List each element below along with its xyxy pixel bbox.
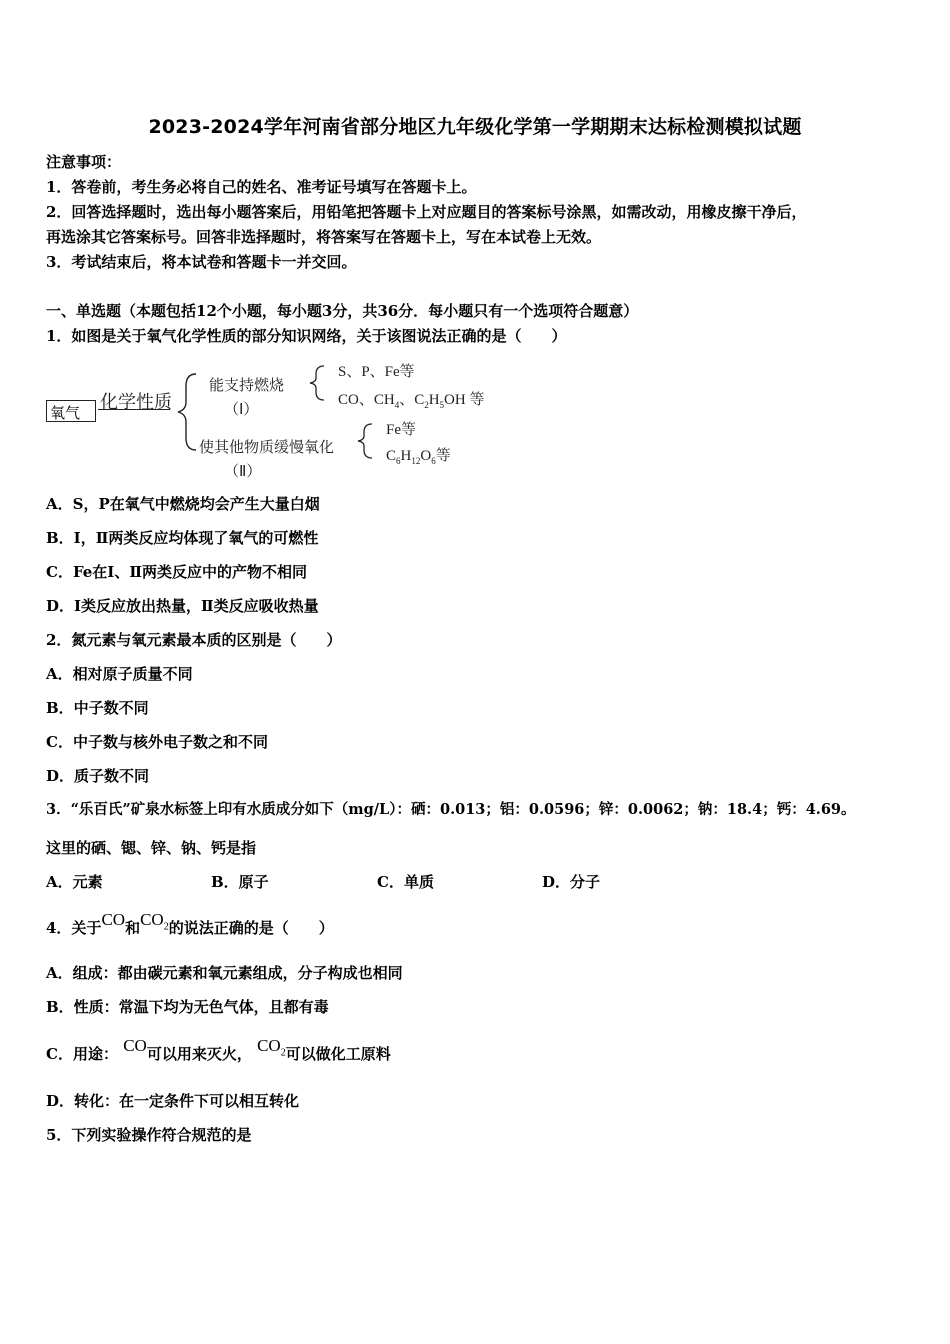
notice-item-2b: 再选涂其它答案标号。回答非选择题时，将答案写在答题卡上，写在本试卷上无效。 xyxy=(46,228,602,246)
q2-option-d: D．质子数不同 xyxy=(46,767,150,785)
oxygen-knowledge-diagram xyxy=(46,352,516,482)
branch1-tag: （Ⅰ） xyxy=(224,400,259,418)
q3-option-a: A．元素 xyxy=(46,873,103,891)
q4-option-c: C．用途： CO可以用来灭火， $CO_2$可以做化工原料 xyxy=(46,1036,391,1063)
branch1-item2: CO、$CH_4$、$C_2H_5OH$ 等 xyxy=(338,392,485,410)
co-formula: CO xyxy=(101,910,126,929)
upper-brace-icon xyxy=(310,366,324,400)
q3-option-c: C．单质 xyxy=(377,873,434,891)
q2-option-c: C．中子数与核外电子数之和不同 xyxy=(46,733,268,751)
main-brace-icon xyxy=(178,374,196,450)
branch2-tag: （Ⅱ） xyxy=(224,462,262,480)
q3-option-b: B．原子 xyxy=(211,873,269,891)
notice-item-1: 1．答卷前，考生务必将自己的姓名、准考证号填写在答题卡上。 xyxy=(46,178,477,196)
q2-stem: 2．氮元素与氧元素最本质的区别是（ ） xyxy=(46,631,342,649)
q3-option-d: D．分子 xyxy=(542,873,601,891)
branch1-label: 能支持燃烧 xyxy=(209,376,285,394)
q1-option-b: B．Ⅰ，Ⅱ两类反应均体现了氧气的可燃性 xyxy=(46,529,319,547)
q4-stem: 4．关于CO和$CO_2$的说法正确的是（ ） xyxy=(46,910,334,937)
chem-props-label: 化学性质 xyxy=(100,392,172,413)
co2-formula: $CO_2$ xyxy=(257,1036,286,1059)
lower-brace-icon xyxy=(358,424,372,458)
q1-option-c: C．Fe在Ⅰ、Ⅱ两类反应中的产物不相同 xyxy=(46,563,307,581)
q4-option-d: D．转化：在一定条件下可以相互转化 xyxy=(46,1092,300,1110)
branch2-item1: Fe等 xyxy=(386,422,417,438)
notice-item-2a: 2．回答选择题时，选出每小题答案后，用铅笔把答题卡上对应题目的答案标号涂黑，如需改动，用橡皮擦干净后， xyxy=(46,203,807,221)
branch1-item1: S、P、Fe等 xyxy=(338,364,415,380)
q4-option-a: A．组成：都由碳元素和氧元素组成，分子构成也相同 xyxy=(46,964,403,982)
page-title: 2023-2024学年河南省部分地区九年级化学第一学期期末达标检测模拟试题 xyxy=(148,116,802,138)
co-formula: CO xyxy=(123,1036,147,1055)
section-heading: 一、单选题（本题包括12个小题，每小题3分，共36分．每小题只有一个选项符合题意） xyxy=(46,302,639,320)
notice-heading: 注意事项： xyxy=(46,153,122,171)
co2-formula: $CO_2$ xyxy=(140,910,169,933)
oxygen-label: 氧气 xyxy=(50,404,81,422)
q1-option-a: A．S，P在氧气中燃烧均会产生大量白烟 xyxy=(46,495,320,513)
notice-item-3: 3．考试结束后，将本试卷和答题卡一并交回。 xyxy=(46,253,357,271)
q1-stem: 1．如图是关于氧气化学性质的部分知识网络，关于该图说法正确的是（ ） xyxy=(46,327,567,345)
branch2-item2: $C_6H_{12}O_6$等 xyxy=(386,448,451,466)
q3-stem-2: 这里的硒、锶、锌、钠、钙是指 xyxy=(46,839,257,857)
branch2-label: 使其他物质缓慢氧化 xyxy=(199,438,335,456)
q1-option-d: D．Ⅰ类反应放出热量，Ⅱ类反应吸收热量 xyxy=(46,597,319,615)
q2-option-b: B．中子数不同 xyxy=(46,699,149,717)
q5-stem: 5．下列实验操作符合规范的是 xyxy=(46,1126,252,1144)
q4-option-b: B．性质：常温下均为无色气体，且都有毒 xyxy=(46,998,329,1016)
q3-stem: 3．“乐百氏”矿泉水标签上印有水质成分如下（mg/L）：硒：0.013；铝：0.0596；锌：0.0062；钠：18.4；钙：4.69。 xyxy=(46,801,856,818)
q2-option-a: A．相对原子质量不同 xyxy=(46,665,193,683)
